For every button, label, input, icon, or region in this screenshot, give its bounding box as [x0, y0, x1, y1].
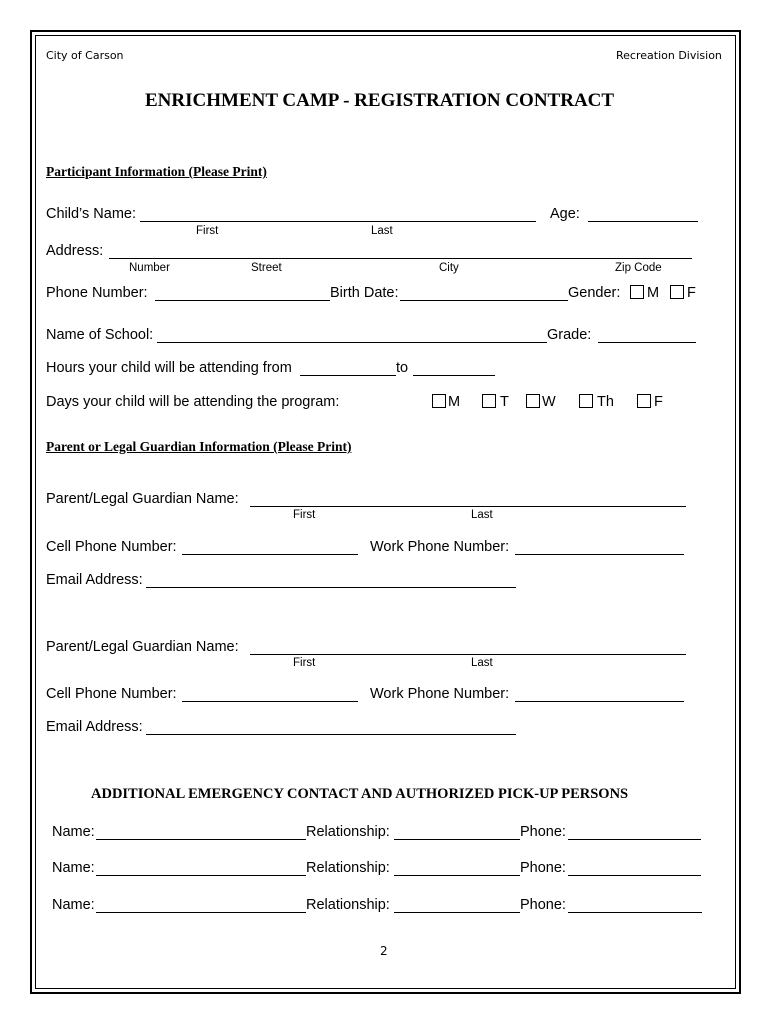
phone-field[interactable] [155, 300, 330, 301]
day-f-label: F [654, 394, 663, 410]
gender-m-checkbox[interactable] [630, 285, 644, 299]
gender-label: Gender: [568, 285, 621, 301]
day-th-checkbox[interactable] [579, 394, 593, 408]
address-field[interactable] [109, 258, 692, 259]
guardian2-work-field[interactable] [515, 701, 684, 702]
gender-f-checkbox[interactable] [670, 285, 684, 299]
day-m-label: M [448, 394, 461, 410]
child-last-caption: Last [371, 225, 393, 237]
emergency2-name-field[interactable] [96, 875, 306, 876]
hours-from-label: Hours your child will be attending from [46, 360, 292, 376]
guardian2-work-label: Work Phone Number: [370, 686, 510, 702]
guardian1-work-label: Work Phone Number: [370, 539, 510, 555]
emergency3-name-label: Name: [52, 897, 95, 913]
day-f-checkbox[interactable] [637, 394, 651, 408]
address-zip-caption: Zip Code [615, 262, 662, 274]
guardian1-last-caption: Last [471, 509, 493, 521]
address-city-caption: City [439, 262, 459, 274]
guardian1-name-field[interactable] [250, 506, 686, 507]
gender-m-label: M [647, 285, 660, 301]
day-w-checkbox[interactable] [526, 394, 540, 408]
grade-field[interactable] [598, 342, 696, 343]
guardian2-cell-field[interactable] [182, 701, 358, 702]
header-city: City of Carson [46, 49, 124, 62]
emergency2-relationship-label: Relationship: [306, 860, 390, 876]
guardian1-cell-field[interactable] [182, 554, 358, 555]
day-t-checkbox[interactable] [482, 394, 496, 408]
emergency1-name-field[interactable] [96, 839, 306, 840]
guardian2-first-caption: First [293, 657, 316, 669]
hours-to-field[interactable] [413, 375, 495, 376]
emergency1-phone-field[interactable] [568, 839, 701, 840]
participant-heading: Participant Information (Please Print) [46, 164, 267, 179]
address-label: Address: [46, 243, 104, 259]
school-label: Name of School: [46, 327, 154, 343]
emergency3-relationship-field[interactable] [394, 912, 520, 913]
emergency1-name-label: Name: [52, 824, 95, 840]
gender-f-label: F [687, 285, 696, 301]
guardian1-name-label: Parent/Legal Guardian Name: [46, 491, 239, 507]
guardian2-cell-label: Cell Phone Number: [46, 686, 177, 702]
guardian1-email-field[interactable] [146, 587, 516, 588]
day-m-checkbox[interactable] [432, 394, 446, 408]
guardian1-cell-label: Cell Phone Number: [46, 539, 177, 555]
emergency2-phone-field[interactable] [568, 875, 701, 876]
guardian2-last-caption: Last [471, 657, 493, 669]
guardian1-work-field[interactable] [515, 554, 684, 555]
phone-label: Phone Number: [46, 285, 148, 301]
emergency1-relationship-field[interactable] [394, 839, 520, 840]
guardian2-name-field[interactable] [250, 654, 686, 655]
child-name-field[interactable] [140, 221, 536, 222]
emergency3-phone-label: Phone: [520, 897, 566, 913]
age-label: Age: [550, 206, 580, 222]
emergency3-relationship-label: Relationship: [306, 897, 390, 913]
child-name-label: Child’s Name: [46, 206, 136, 222]
emergency1-relationship-label: Relationship: [306, 824, 390, 840]
guardian2-name-label: Parent/Legal Guardian Name: [46, 639, 239, 655]
emergency3-name-field[interactable] [96, 912, 306, 913]
guardian1-first-caption: First [293, 509, 316, 521]
hours-from-field[interactable] [300, 375, 396, 376]
guardian-heading: Parent or Legal Guardian Information (Please Print) [46, 439, 352, 454]
emergency1-phone-label: Phone: [520, 824, 566, 840]
day-w-label: W [542, 394, 556, 410]
emergency3-phone-field[interactable] [568, 912, 702, 913]
school-field[interactable] [157, 342, 547, 343]
page-title: ENRICHMENT CAMP - REGISTRATION CONTRACT [145, 90, 615, 111]
emergency2-relationship-field[interactable] [394, 875, 520, 876]
day-th-label: Th [597, 394, 614, 410]
days-label: Days your child will be attending the program: [46, 394, 340, 410]
header-division: Recreation Division [616, 49, 722, 62]
child-first-caption: First [196, 225, 219, 237]
emergency-heading: ADDITIONAL EMERGENCY CONTACT AND AUTHORIZED PICK-UP PERSONS [91, 786, 629, 802]
grade-label: Grade: [547, 327, 592, 343]
guardian2-email-field[interactable] [146, 734, 516, 735]
address-street-caption: Street [251, 262, 282, 274]
emergency2-phone-label: Phone: [520, 860, 566, 876]
guardian1-email-label: Email Address: [46, 572, 143, 588]
page-number: 2 [380, 944, 388, 958]
hours-to-label: to [396, 360, 409, 376]
guardian2-email-label: Email Address: [46, 719, 143, 735]
age-field[interactable] [588, 221, 698, 222]
emergency2-name-label: Name: [52, 860, 95, 876]
birth-date-label: Birth Date: [330, 285, 399, 301]
day-t-label: T [500, 394, 509, 410]
address-number-caption: Number [129, 262, 170, 274]
birth-date-field[interactable] [400, 300, 568, 301]
